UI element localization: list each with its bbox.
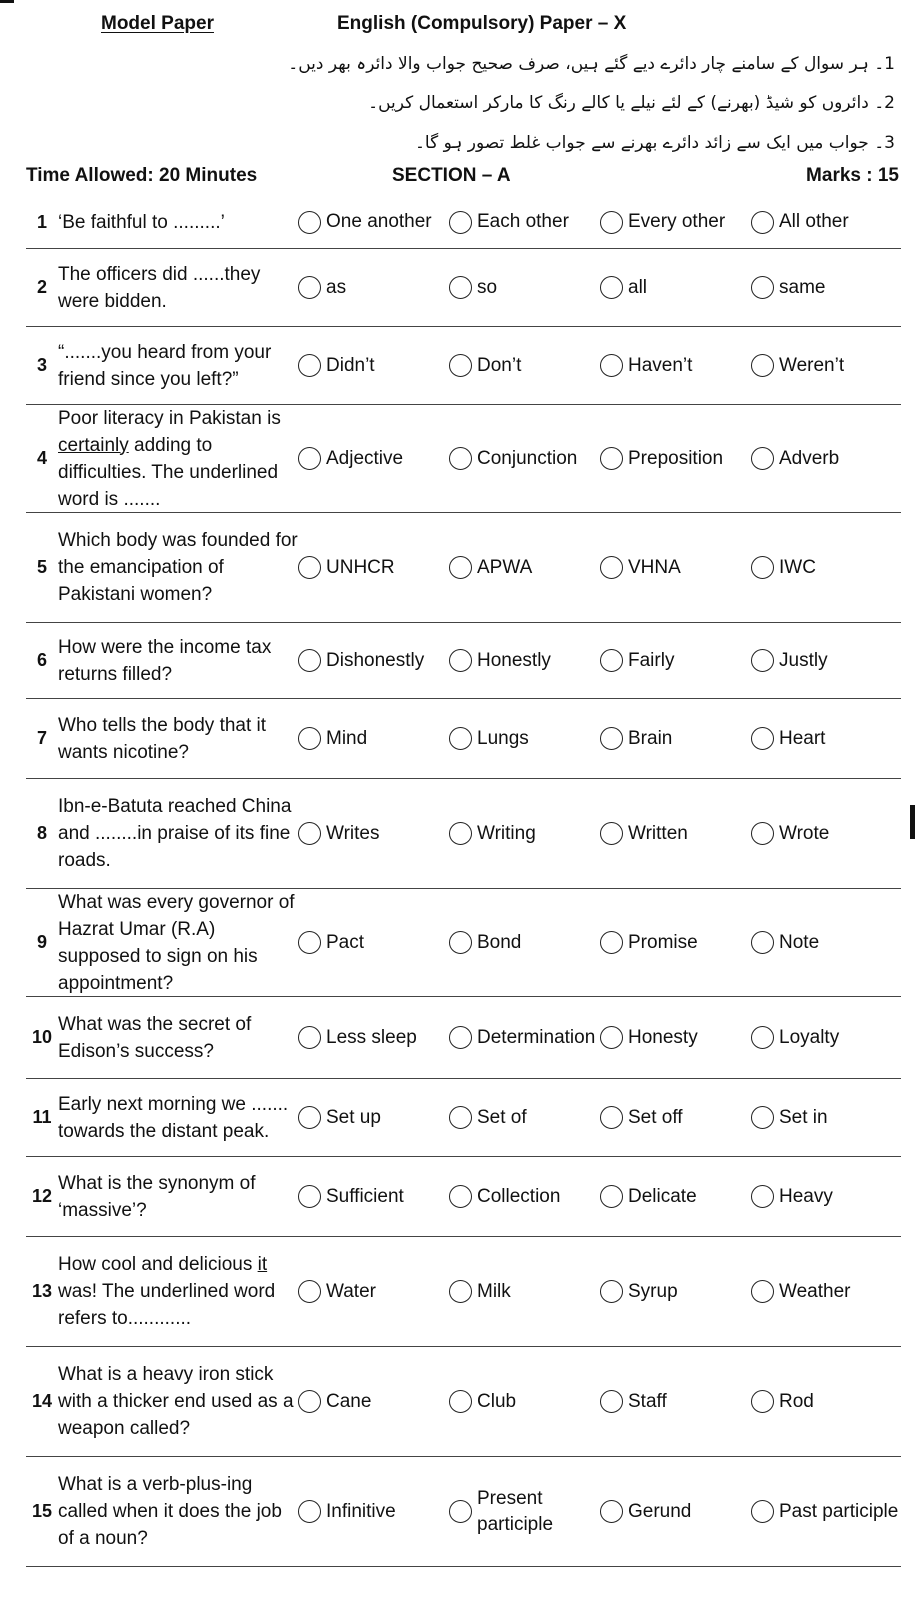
answer-bubble[interactable] [298, 1390, 321, 1413]
answer-bubble[interactable] [298, 354, 321, 377]
answer-option-label: all [628, 276, 648, 298]
answer-bubble[interactable] [449, 931, 472, 954]
answer-option-label: same [779, 276, 826, 298]
answer-bubble[interactable] [600, 1500, 623, 1523]
answer-option[interactable] [449, 1184, 600, 1210]
answer-option-label: Preposition [628, 447, 724, 469]
question-text [58, 634, 298, 688]
corner-mark [0, 0, 14, 3]
answer-option[interactable] [600, 1105, 751, 1131]
question-row [26, 997, 901, 1079]
question-number: 3 [36, 355, 47, 375]
answer-option[interactable] [298, 1025, 449, 1051]
answer-option-label: Present participle [477, 1487, 554, 1535]
answer-option[interactable] [600, 726, 751, 752]
question-text-part: adding to difficulties. The underlined word is ....... [58, 434, 279, 510]
question-text [58, 209, 298, 236]
answer-option[interactable] [449, 726, 600, 752]
answer-bubble[interactable] [449, 1106, 472, 1129]
instruction-3: 3۔ جواب میں ایک سے زائد دائرے بھرنے سے جواب غلط تصور ہو گا۔ [414, 133, 895, 153]
answer-bubble[interactable] [751, 1390, 774, 1413]
question-row [26, 1237, 901, 1347]
answer-option-label: Promise [628, 931, 698, 953]
answer-option[interactable] [600, 353, 751, 379]
answer-option[interactable] [600, 930, 751, 956]
answer-option[interactable] [449, 1279, 600, 1305]
answer-option-label: All other [779, 211, 849, 232]
question-number: 14 [31, 1391, 53, 1411]
answer-option-label: Conjunction [477, 447, 578, 469]
answer-option[interactable] [298, 1389, 449, 1415]
answer-option-label: Set of [477, 1106, 527, 1128]
answer-option[interactable] [449, 275, 600, 301]
scan-edge-mark [910, 805, 915, 839]
answer-bubble[interactable] [600, 447, 623, 470]
model-paper-title: Model Paper [101, 13, 214, 34]
answer-option[interactable] [751, 1389, 902, 1415]
answer-option-label: Pact [326, 931, 365, 953]
answer-bubble[interactable] [298, 1500, 321, 1523]
answer-bubble[interactable] [449, 1026, 472, 1049]
answer-option-label: Each other [477, 211, 569, 232]
answer-option[interactable] [449, 446, 600, 472]
answer-bubble[interactable] [751, 447, 774, 470]
question-text [58, 405, 298, 513]
answer-bubble[interactable] [298, 1106, 321, 1129]
answer-option[interactable] [449, 930, 600, 956]
answer-option-label: Justly [779, 649, 828, 671]
answer-bubble[interactable] [751, 727, 774, 750]
question-text-part: ‘Be faithful to .........’ [58, 211, 225, 233]
answer-option-label: Collection [477, 1185, 561, 1207]
answer-bubble[interactable] [298, 556, 321, 579]
answer-bubble[interactable] [449, 1280, 472, 1303]
question-number: 4 [36, 448, 47, 468]
answer-bubble[interactable] [449, 1185, 472, 1208]
answer-option[interactable] [449, 1025, 600, 1051]
answer-option[interactable] [449, 555, 600, 581]
time-allowed: Time Allowed: 20 Minutes [26, 165, 258, 186]
answer-bubble[interactable] [751, 1280, 774, 1303]
question-text-part: Which body was founded for the emancipation of Pakistani women? [58, 530, 298, 605]
answer-option-label: Lungs [477, 727, 529, 749]
answer-option-label: Don’t [477, 354, 522, 376]
answer-option-label: Gerund [628, 1500, 692, 1522]
answer-option[interactable] [751, 1025, 902, 1051]
answer-option[interactable] [449, 821, 600, 847]
answer-option[interactable] [751, 446, 902, 472]
answer-option[interactable] [298, 1499, 449, 1525]
answer-option-label: Writing [477, 822, 536, 844]
answer-option[interactable] [298, 726, 449, 752]
answer-option[interactable] [751, 1499, 902, 1525]
question-number: 15 [31, 1501, 53, 1521]
question-row [26, 1079, 901, 1157]
question-text-part: Ibn-e-Batuta reached China and ........in praise of its fine roads. [58, 796, 292, 871]
answer-option[interactable] [298, 821, 449, 847]
answer-option-label: Cane [326, 1390, 372, 1412]
answer-option[interactable] [600, 555, 751, 581]
answer-option[interactable] [298, 555, 449, 581]
answer-option[interactable] [751, 1279, 902, 1305]
answer-option-label: Honesty [628, 1026, 698, 1048]
answer-bubble[interactable] [600, 822, 623, 845]
question-text [58, 1091, 298, 1145]
answer-option-label: VHNA [628, 556, 681, 578]
answer-option-label: UNHCR [326, 556, 395, 578]
question-number: 11 [32, 1107, 52, 1127]
answer-option[interactable] [751, 648, 902, 674]
answer-option[interactable] [751, 1184, 902, 1210]
answer-option[interactable] [298, 209, 449, 235]
question-row [26, 513, 901, 623]
answer-bubble[interactable] [600, 1390, 623, 1413]
answer-bubble[interactable] [298, 1185, 321, 1208]
answer-bubble[interactable] [751, 354, 774, 377]
question-text [58, 261, 298, 315]
answer-option-label: Set up [326, 1106, 381, 1128]
question-text-part: was! The underlined word refers to............ [58, 1281, 276, 1329]
question-row [26, 699, 901, 779]
answer-option[interactable] [751, 275, 902, 301]
answer-bubble[interactable] [449, 1500, 472, 1523]
answer-bubble[interactable] [449, 276, 472, 299]
question-text [58, 712, 298, 766]
question-text [58, 1011, 298, 1065]
answer-option[interactable] [600, 821, 751, 847]
answer-option-label: Weather [779, 1280, 851, 1302]
answer-bubble[interactable] [298, 1280, 321, 1303]
answer-bubble[interactable] [449, 822, 472, 845]
answer-option[interactable] [751, 821, 902, 847]
answer-bubble[interactable] [298, 727, 321, 750]
answer-option-label: Delicate [628, 1185, 697, 1207]
answer-option-label: Wrote [779, 822, 830, 844]
question-number: 8 [36, 823, 47, 843]
question-row [26, 1347, 901, 1457]
question-list [26, 196, 901, 1567]
answer-option-label: Dishonestly [326, 649, 425, 671]
answer-option[interactable] [600, 1389, 751, 1415]
answer-bubble[interactable] [751, 649, 774, 672]
answer-option[interactable] [449, 648, 600, 674]
answer-bubble[interactable] [751, 1500, 774, 1523]
answer-bubble[interactable] [449, 354, 472, 377]
answer-bubble[interactable] [600, 649, 623, 672]
question-text [58, 1361, 298, 1442]
question-row [26, 327, 901, 405]
question-text [58, 793, 298, 874]
question-row [26, 1457, 901, 1567]
answer-bubble[interactable] [449, 447, 472, 470]
answer-option[interactable] [751, 930, 902, 956]
answer-option-label: Bond [477, 931, 522, 953]
question-row [26, 889, 901, 997]
answer-bubble[interactable] [600, 1185, 623, 1208]
question-number: 5 [36, 557, 47, 577]
question-number: 7 [36, 728, 47, 748]
question-text-part: “.......you heard from your friend since you left?” [58, 341, 272, 390]
question-text-part: What is a heavy iron stick with a thicker end used as a weapon called? [58, 1364, 294, 1439]
answer-option-label: APWA [477, 556, 533, 578]
answer-option[interactable] [600, 275, 751, 301]
answer-bubble[interactable] [449, 727, 472, 750]
answer-option-label: Set in [779, 1106, 828, 1128]
answer-option-label: Rod [779, 1390, 814, 1412]
answer-bubble[interactable] [751, 211, 774, 234]
question-row [26, 249, 901, 327]
answer-option[interactable] [449, 1105, 600, 1131]
answer-bubble[interactable] [298, 649, 321, 672]
question-number: 10 [31, 1027, 53, 1047]
answer-bubble[interactable] [751, 1185, 774, 1208]
question-number: 6 [36, 650, 47, 670]
answer-option[interactable] [751, 209, 902, 235]
instruction-1: 1۔ ہر سوال کے سامنے چار دائرے دیے گئے ہیں، صرف صحیح جواب والا دائرہ بھر دیں۔ [288, 54, 895, 74]
question-text-part: What is the synonym of ‘massive’? [58, 1172, 256, 1221]
question-text-part: Early next morning we ....... towards the distant peak. [58, 1093, 289, 1142]
answer-bubble[interactable] [298, 931, 321, 954]
answer-bubble[interactable] [449, 211, 472, 234]
answer-option-label: Syrup [628, 1280, 678, 1302]
question-text-part: What was every governor of Hazrat Umar (R.A) supposed to sign on his appointment? [58, 891, 295, 994]
answer-option-label: Set off [628, 1106, 683, 1128]
answer-option-label: Water [326, 1280, 376, 1302]
question-text [58, 1471, 298, 1552]
answer-option[interactable] [298, 1279, 449, 1305]
question-text-part: How cool and delicious [58, 1254, 258, 1275]
answer-bubble[interactable] [751, 1106, 774, 1129]
answer-bubble[interactable] [751, 931, 774, 954]
answer-option[interactable] [449, 1389, 600, 1415]
answer-option-label: so [477, 276, 498, 298]
question-text [58, 889, 298, 997]
answer-option-label: Didn’t [326, 354, 375, 376]
answer-bubble[interactable] [600, 931, 623, 954]
answer-option[interactable] [298, 648, 449, 674]
answer-option-label: Infinitive [326, 1500, 396, 1522]
answer-option-label: Adjective [326, 447, 404, 469]
question-row [26, 779, 901, 889]
answer-option-label: Every other [628, 211, 726, 232]
question-row [26, 1157, 901, 1237]
answer-option[interactable] [600, 209, 751, 235]
answer-option[interactable] [298, 275, 449, 301]
question-row [26, 405, 901, 513]
answer-bubble[interactable] [298, 822, 321, 845]
answer-option[interactable] [298, 353, 449, 379]
answer-option-label: Determination [477, 1026, 596, 1048]
answer-option-label: Brain [628, 727, 673, 749]
instruction-2: 2۔ دائروں کو شیڈ (بھرنے) کے لئے نیلے یا کالے رنگ کا مارکر استعمال کریں۔ [368, 93, 895, 113]
question-text-part: What was the secret of Edison’s success? [58, 1013, 252, 1062]
answer-option-label: Sufficient [326, 1185, 404, 1207]
underlined-word: certainly [58, 434, 129, 456]
answer-bubble[interactable] [298, 1026, 321, 1049]
answer-option-label: Fairly [628, 649, 675, 671]
answer-bubble[interactable] [751, 1026, 774, 1049]
answer-option-label: Adverb [779, 447, 840, 469]
answer-bubble[interactable] [600, 1280, 623, 1303]
answer-option[interactable] [298, 1105, 449, 1131]
answer-bubble[interactable] [600, 276, 623, 299]
answer-option[interactable] [600, 1025, 751, 1051]
question-text-part: The officers did ......they were bidden. [58, 263, 261, 312]
answer-option[interactable] [298, 446, 449, 472]
answer-option-label: Past participle [779, 1500, 899, 1522]
answer-bubble[interactable] [600, 354, 623, 377]
answer-option-label: Staff [628, 1390, 667, 1412]
answer-option-label: Club [477, 1390, 517, 1412]
answer-option[interactable] [600, 1184, 751, 1210]
answer-option-label: Milk [477, 1280, 511, 1302]
answer-option[interactable] [751, 1105, 902, 1131]
answer-option-label: Honestly [477, 649, 551, 671]
answer-option[interactable] [449, 353, 600, 379]
answer-option[interactable] [298, 930, 449, 956]
question-number: 2 [36, 277, 47, 297]
question-number: 9 [36, 932, 47, 952]
underlined-word: it [257, 1254, 268, 1275]
answer-option-label: Weren’t [779, 354, 845, 376]
answer-option-label: Loyalty [779, 1026, 840, 1048]
answer-bubble[interactable] [449, 1390, 472, 1413]
answer-option-label: One another [326, 211, 432, 232]
answer-option-label: Mind [326, 727, 368, 749]
answer-option[interactable] [751, 726, 902, 752]
answer-option[interactable] [600, 648, 751, 674]
answer-bubble[interactable] [449, 649, 472, 672]
answer-bubble[interactable] [600, 211, 623, 234]
question-text [58, 339, 298, 393]
answer-option-label: Heavy [779, 1185, 833, 1207]
paper-title: English (Compulsory) Paper – X [337, 13, 627, 34]
answer-bubble[interactable] [600, 1106, 623, 1129]
total-marks: Marks : 15 [806, 165, 899, 186]
answer-option[interactable] [298, 1184, 449, 1210]
question-row [26, 196, 901, 249]
section-title: SECTION – A [392, 165, 511, 186]
question-text-part: How were the income tax returns filled? [58, 636, 272, 685]
answer-option[interactable] [600, 1499, 751, 1525]
answer-option-label: Less sleep [326, 1026, 417, 1048]
answer-option[interactable] [751, 555, 902, 581]
answer-bubble[interactable] [298, 276, 321, 299]
question-text [58, 527, 298, 608]
answer-bubble[interactable] [600, 556, 623, 579]
answer-option-label: IWC [779, 556, 816, 578]
question-number: 12 [31, 1186, 53, 1206]
answer-option[interactable] [449, 1486, 600, 1538]
question-row [26, 623, 901, 699]
answer-option-label: Note [779, 931, 820, 953]
answer-bubble[interactable] [751, 822, 774, 845]
answer-bubble[interactable] [600, 727, 623, 750]
answer-option[interactable] [600, 1279, 751, 1305]
answer-bubble[interactable] [298, 211, 321, 234]
answer-option-label: Written [628, 822, 688, 844]
answer-option-label: as [326, 276, 347, 298]
question-number: 1 [36, 211, 47, 232]
answer-option-label: Heart [779, 727, 826, 749]
answer-bubble[interactable] [298, 447, 321, 470]
question-text-part: What is a verb-plus-ing called when it does the job of a noun? [58, 1474, 282, 1549]
answer-option[interactable] [449, 209, 600, 235]
answer-option-label: Haven’t [628, 354, 693, 376]
answer-option[interactable] [600, 446, 751, 472]
answer-option[interactable] [751, 353, 902, 379]
question-text-part: Who tells the body that it wants nicotine? [58, 714, 267, 763]
answer-option-label: Writes [326, 822, 380, 844]
question-text-part: Poor literacy in Pakistan is [58, 407, 281, 429]
question-number: 13 [31, 1281, 53, 1301]
answer-bubble[interactable] [751, 276, 774, 299]
question-text [58, 1170, 298, 1224]
question-text [58, 1251, 298, 1332]
answer-bubble[interactable] [600, 1026, 623, 1049]
answer-bubble[interactable] [751, 556, 774, 579]
answer-bubble[interactable] [449, 556, 472, 579]
